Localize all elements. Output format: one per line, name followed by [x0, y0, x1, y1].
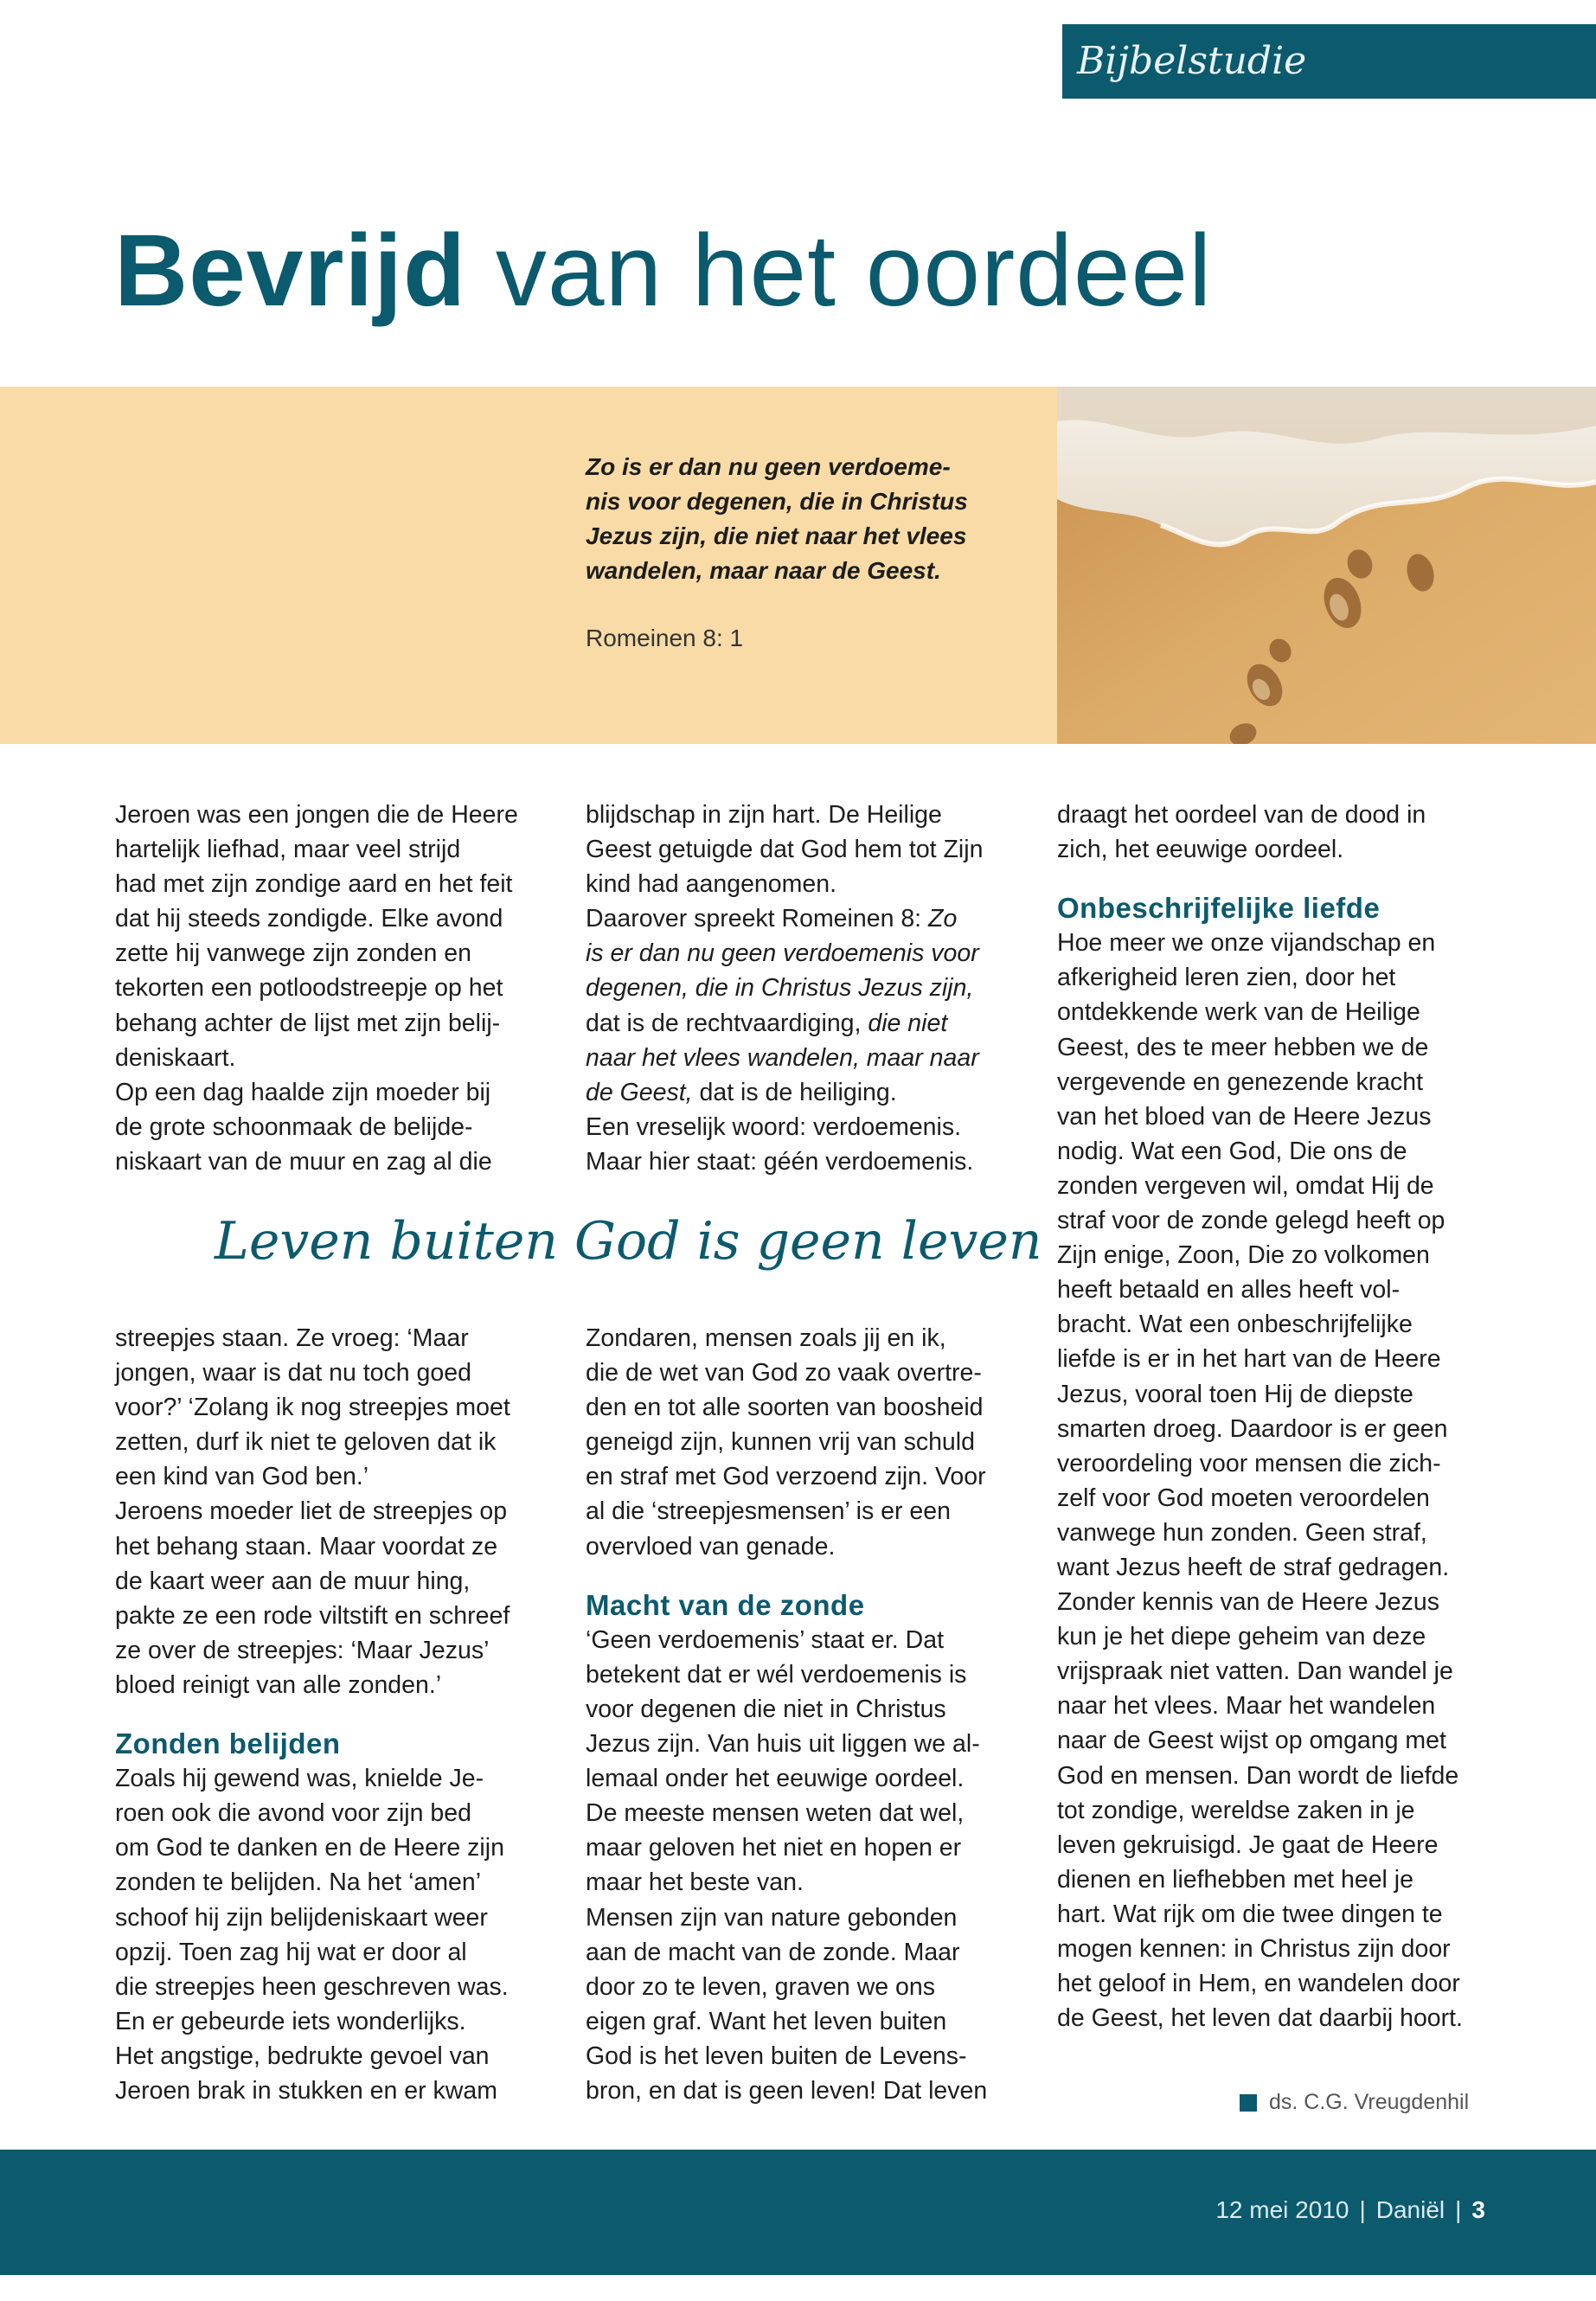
text-line: Zondaren, mensen zoals jij en ik, [586, 1324, 946, 1352]
issue-date: 12 mei 2010 [1215, 2196, 1349, 2223]
paragraph [586, 1623, 1018, 2108]
text-italic: die niet [868, 1009, 948, 1037]
page-footer [0, 2150, 1596, 2275]
bible-quote [586, 450, 1018, 588]
column-1-bottom [115, 1321, 548, 2108]
text-line: dat is de heiliging. [692, 1078, 897, 1106]
text-line: opzij. Toen zag hij wat er door al [115, 1938, 467, 1966]
text-line: nodig. Wat een God, Die ons de [1057, 1137, 1407, 1165]
text-line: bron, en dat is geen leven! Dat leven [586, 2076, 988, 2105]
text-line: liefde is er in het hart van de Heere [1057, 1345, 1441, 1374]
text-line: deniskaart. [115, 1043, 236, 1072]
text-line: het geloof in Hem, en wandelen door [1057, 1970, 1460, 1998]
text-line: Jeroen brak in stukken en er kwam [115, 2076, 497, 2105]
text-line: door zo te leven, graven we ons [586, 1972, 935, 2001]
text-line: smarten droeg. Daardoor is er geen [1057, 1414, 1448, 1443]
text-line: heeft betaald en alles heeft vol- [1057, 1276, 1401, 1304]
text-line: De meeste mensen weten dat wel, [586, 1799, 965, 1828]
text-line: ‘Geen verdoemenis’ staat er. Dat [586, 1625, 944, 1654]
text-line: God en mensen. Dan wordt de liefde [1057, 1761, 1459, 1790]
text-line: dienen en liefhebben met heel je [1057, 1865, 1413, 1894]
page-title [114, 212, 1212, 330]
paragraph [1057, 798, 1507, 867]
text-line: vanwege hun zonden. Geen straf, [1057, 1518, 1427, 1547]
text-line: tekorten een potloodstreepje op het [115, 974, 503, 1003]
text-line: dat hij steeds zondigde. Elke avond [115, 905, 503, 933]
column-2-top [586, 798, 1018, 1179]
text-line: naar het vlees. Maar het wandelen [1057, 1692, 1436, 1721]
text-line: Maar hier staat: géén verdoemenis. [586, 1147, 974, 1176]
subheading-zonden-belijden: Zonden belijden [115, 1727, 341, 1760]
text-line: voor degenen die niet in Christus [586, 1695, 946, 1723]
text-line: streepjes staan. Ze vroeg: ‘Maar [115, 1324, 469, 1352]
text-line: betekent dat er wél verdoemenis is [586, 1660, 967, 1689]
separator: | [1455, 2196, 1462, 2223]
text-line: afkerigheid leren zien, door het [1057, 964, 1396, 992]
text-line: de Geest, het leven dat daarbij hoort. [1057, 2004, 1463, 2033]
quote-line: wandelen, maar naar de Geest. [586, 557, 941, 584]
text-line: Jezus, vooral toen Hij de diepste [1057, 1380, 1413, 1408]
text-line: ontdekkende werk van de Heilige [1057, 998, 1420, 1027]
text-line: die de wet van God zo vaak overtre- [586, 1359, 982, 1388]
text-line: een kind van God ben.’ [115, 1463, 369, 1491]
subheading-onbeschrijfelijke-liefde: Onbeschrijfelijke liefde [1057, 892, 1381, 925]
text-line: het behang staan. Maar voordat ze [115, 1532, 498, 1561]
text-line: Jezus zijn. Van huis uit liggen we al- [586, 1730, 980, 1759]
text-line: voor?’ ‘Zolang ik nog streepjes moet [115, 1394, 510, 1422]
paragraph [1057, 926, 1507, 2035]
text-line: blijdschap in zijn hart. De Heilige [586, 801, 942, 829]
text-line: Daarover spreekt Romeinen 8: [586, 905, 929, 933]
text-line: hart. Wat rijk om die twee dingen te [1057, 1900, 1443, 1928]
text-line: hartelijk liefhad, maar veel strijd [115, 836, 461, 864]
text-line: bloed reinigt van alle zonden.’ [115, 1670, 442, 1699]
text-line: vrijspraak niet vatten. Dan wandel je [1057, 1657, 1453, 1686]
text-line: Jeroen was een jongen die de Heere [115, 801, 518, 829]
text-line: zonden te belijden. Na het ‘amen’ [115, 1868, 482, 1897]
section-label: Bijbelstudie [1062, 24, 1596, 99]
quote-reference: Romeinen 8: 1 [586, 625, 744, 651]
text-line: jongen, waar is dat nu toch goed [115, 1359, 471, 1388]
text-line: niskaart van de muur en zag al die [115, 1147, 492, 1176]
column-3 [1057, 798, 1507, 2035]
text-line: die streepjes heen geschreven was. [115, 1972, 509, 2001]
beach-footprints-photo [1057, 387, 1596, 744]
text-italic: is er dan nu geen verdoemenis voor [586, 939, 979, 968]
text-line: Geest, des te meer hebben we de [1057, 1033, 1429, 1061]
text-line: zetten, durf ik niet te geloven dat ik [115, 1428, 497, 1457]
title-bold: Bevrijd [114, 214, 467, 328]
text-line: geneigd zijn, kunnen vrij van schuld [586, 1428, 975, 1457]
text-line: aan de macht van de zonde. Maar [586, 1938, 960, 1966]
text-line: bracht. Wat een onbeschrijfelijke [1057, 1311, 1413, 1339]
text-line: Op een dag haalde zijn moeder bij [115, 1078, 491, 1106]
quote-line: Jezus zijn, die niet naar het vlees [586, 522, 967, 549]
text-line: roen ook die avond voor zijn bed [115, 1799, 471, 1828]
text-line: de kaart weer aan de muur hing, [115, 1567, 471, 1595]
text-line: lemaal onder het eeuwige oordeel. [586, 1765, 965, 1793]
text-line: van het bloed van de Heere Jezus [1057, 1102, 1432, 1131]
text-line: Mensen zijn van nature gebonden [586, 1903, 958, 1932]
column-1-top [115, 798, 548, 1179]
paragraph [115, 798, 548, 1179]
text-line: maar het beste van. [586, 1868, 804, 1897]
magazine-name: Daniël [1375, 2196, 1445, 2223]
text-line: Geest getuigde dat God hem tot Zijn [586, 836, 984, 864]
text-line: pakte ze een rode viltstift en schreef [115, 1601, 510, 1630]
text-line: schoof hij zijn belijdeniskaart weer [115, 1903, 488, 1932]
text-line: Een vreselijk woord: verdoemenis. [586, 1112, 962, 1141]
text-line: Zonder kennis van de Heere Jezus [1057, 1588, 1440, 1617]
title-rest: van het oordeel [466, 214, 1213, 328]
beach-footprints-image [1057, 387, 1596, 744]
text-italic: de Geest, [586, 1078, 693, 1106]
column-2-bottom [586, 1321, 1018, 2108]
text-line: straf voor de zonde gelegd heeft op [1057, 1207, 1445, 1235]
text-line: had met zijn zondige aard en het feit [115, 870, 513, 899]
paragraph [586, 1321, 1018, 1564]
text-line: mogen kennen: in Christus zijn door [1057, 1935, 1451, 1963]
text-line: overvloed van genade. [586, 1532, 836, 1561]
text-line: behang achter de lijst met zijn belij- [115, 1009, 501, 1037]
text-line: zich, het eeuwige oordeel. [1057, 836, 1344, 864]
text-italic: naar het vlees wandelen, maar naar [586, 1043, 979, 1072]
text-line: Zijn enige, Zoon, Die zo volkomen [1057, 1241, 1430, 1270]
text-line: vergevende en genezende kracht [1057, 1067, 1424, 1096]
quote-line: Zo is er dan nu geen verdoeme- [586, 453, 951, 480]
text-line: veroordeling voor mensen die zich- [1057, 1449, 1441, 1477]
text-line: en straf met God verzoend zijn. Voor [586, 1463, 986, 1491]
text-line: eigen graf. Want het leven buiten [586, 2007, 947, 2035]
pull-quote: Leven buiten God is geen leven [215, 1211, 1042, 1272]
text-line: zette hij vanwege zijn zonden en [115, 939, 471, 968]
text-line: al die ‘streepjesmensen’ is er een [586, 1497, 951, 1526]
text-italic: degenen, die in Christus Jezus zijn, [586, 974, 974, 1003]
text-line: maar geloven het niet en hopen er [586, 1834, 962, 1862]
text-line: want Jezus heeft de straf gedragen. [1057, 1553, 1450, 1581]
separator: | [1359, 2196, 1366, 2223]
text-line: God is het leven buiten de Levens- [586, 2041, 967, 2070]
author-name: ds. C.G. Vreugdenhil [1269, 2090, 1470, 2114]
text-line: zelf voor God moeten veroordelen [1057, 1484, 1430, 1512]
text-line: den en tot alle soorten van boosheid [586, 1394, 984, 1422]
paragraph [115, 1761, 548, 2108]
text-line: tot zondige, wereldse zaken in je [1057, 1796, 1415, 1824]
text-line: Zoals hij gewend was, knielde Je- [115, 1765, 484, 1793]
text-line: de grote schoonmaak de belijde- [115, 1112, 473, 1141]
text-line: En er gebeurde iets wonderlijks. [115, 2007, 466, 2035]
text-line: Jeroens moeder liet de streepjes op [115, 1497, 508, 1526]
text-line: kind had aangenomen. [586, 870, 836, 899]
text-line: ze over de streepjes: ‘Maar Jezus’ [115, 1636, 490, 1664]
text-line: Hoe meer we onze vijandschap en [1057, 929, 1436, 958]
text-line: leven gekruisigd. Je gaat de Heere [1057, 1830, 1439, 1859]
square-bullet-icon [1240, 2094, 1257, 2112]
subheading-macht-van-de-zonde: Macht van de zonde [586, 1588, 865, 1621]
author-byline [1240, 2090, 1469, 2115]
text-line: kun je het diepe geheim van deze [1057, 1623, 1426, 1651]
text-line: zonden vergeven wil, omdat Hij de [1057, 1171, 1434, 1200]
quote-line: nis voor degenen, die in Christus [586, 488, 968, 515]
text-italic: Zo [928, 905, 958, 933]
text-line: naar de Geest wijst op omgang met [1057, 1727, 1446, 1755]
paragraph [586, 798, 1018, 1179]
paragraph [115, 1321, 548, 1702]
footer-info [1215, 2196, 1485, 2224]
text-line: dat is de rechtvaardiging, [586, 1009, 869, 1037]
text-line: Het angstige, bedrukte gevoel van [115, 2041, 490, 2070]
page-number: 3 [1471, 2196, 1485, 2223]
text-line: draagt het oordeel van de dood in [1057, 801, 1426, 829]
text-line: om God te danken en de Heere zijn [115, 1834, 504, 1862]
